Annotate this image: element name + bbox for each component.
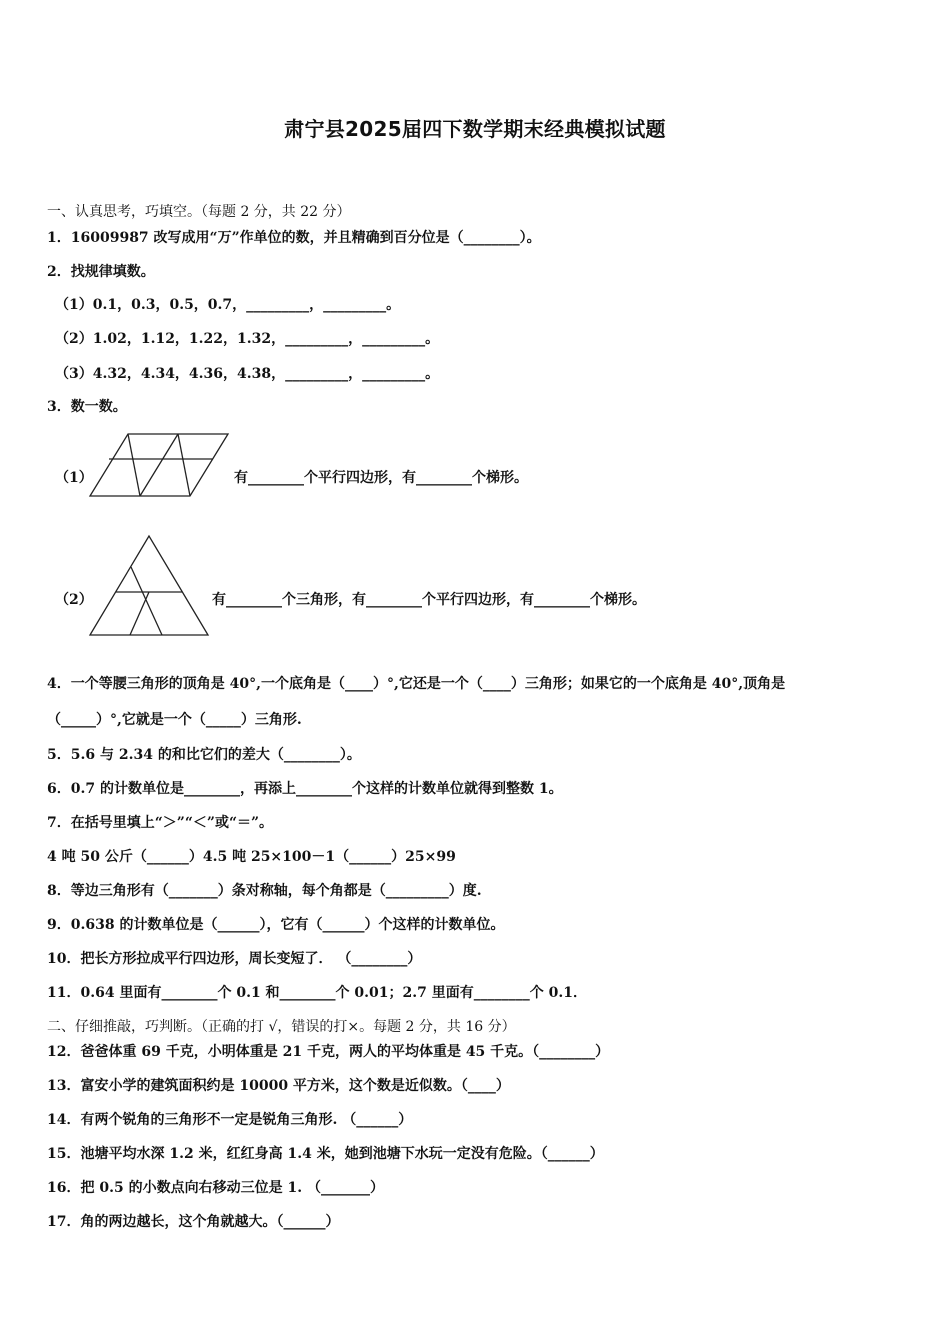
question-2: 2．找规律填数。 xyxy=(47,264,155,280)
question-3-part-1-label: （1） xyxy=(55,470,93,486)
question-10: 10．把长方形拉成平行四边形，周长变短了． （________） xyxy=(47,951,422,967)
question-4-line-2: （_____）°,它就是一个（_____）三角形. xyxy=(47,712,302,728)
section-heading-fill-blank: 一、认真思考，巧填空。（每题 2 分，共 22 分） xyxy=(47,204,351,220)
question-16: 16．把 0.5 的小数点向右移动三位是 1. （_______） xyxy=(47,1180,384,1196)
section-heading-true-false: 二、仔细推敲，巧判断。（正确的打 √，错误的打×。每题 2 分，共 16 分） xyxy=(47,1019,516,1035)
question-3-part-1-text: 有________个平行四边形，有________个梯形。 xyxy=(234,470,528,486)
page-title: 肃宁县2025届四下数学期末经典模拟试题 xyxy=(284,117,666,141)
question-7-items: 4 吨 50 公斤（______）4.5 吨 25×100－1（______）25×99 xyxy=(47,849,456,865)
question-3: 3．数一数。 xyxy=(47,399,127,415)
question-17: 17．角的两边越长，这个角就越大。（______） xyxy=(47,1214,340,1230)
question-14: 14．有两个锐角的三角形不一定是锐角三角形. （______） xyxy=(47,1112,413,1128)
question-3-part-2-label: （2） xyxy=(55,592,93,608)
question-6: 6．0.7 的计数单位是________，再添上________个这样的计数单位就得到整数 1。 xyxy=(47,781,563,797)
question-4-line-1: 4．一个等腰三角形的顶角是 40°,一个底角是（____）°,它还是一个（____）三角形；如果它的一个底角是 40°,顶角是 xyxy=(47,676,786,692)
question-3-part-2-text: 有________个三角形，有________个平行四边形，有________个梯形。 xyxy=(212,592,646,608)
question-12: 12．爸爸体重 69 千克，小明体重是 21 千克，两人的平均体重是 45 千克。（________） xyxy=(47,1044,610,1060)
parallelogram-figure xyxy=(88,432,230,498)
question-2-part-1: （1）0.1，0.3，0.5，0.7，_________，_________。 xyxy=(55,297,401,313)
question-11: 11．0.64 里面有________个 0.1 和________个 0.01；2.7 里面有________个 0.1． xyxy=(47,985,587,1001)
triangle-figure xyxy=(88,534,210,637)
question-2-part-3: （3）4.32，4.34，4.36，4.38，_________，_________。 xyxy=(55,366,440,382)
question-9: 9．0.638 的计数单位是（______），它有（______）个这样的计数单位。 xyxy=(47,917,505,933)
question-8: 8．等边三角形有（_______）条对称轴，每个角都是（_________）度. xyxy=(47,883,482,899)
question-13: 13．富安小学的建筑面积约是 10000 平方米，这个数是近似数。（____） xyxy=(47,1078,510,1094)
question-15: 15．池塘平均水深 1.2 米，红红身高 1.4 米，她到池塘下水玩一定没有危险。（______） xyxy=(47,1146,604,1162)
question-7: 7．在括号里填上“＞”“＜”或“＝”。 xyxy=(47,815,274,831)
question-2-part-2: （2）1.02，1.12，1.22，1.32，_________，_________。 xyxy=(55,331,440,347)
question-1: 1．16009987 改写成用“万”作单位的数，并且精确到百分位是（________）。 xyxy=(47,230,541,246)
question-5: 5．5.6 与 2.34 的和比它们的差大（________）。 xyxy=(47,747,361,763)
